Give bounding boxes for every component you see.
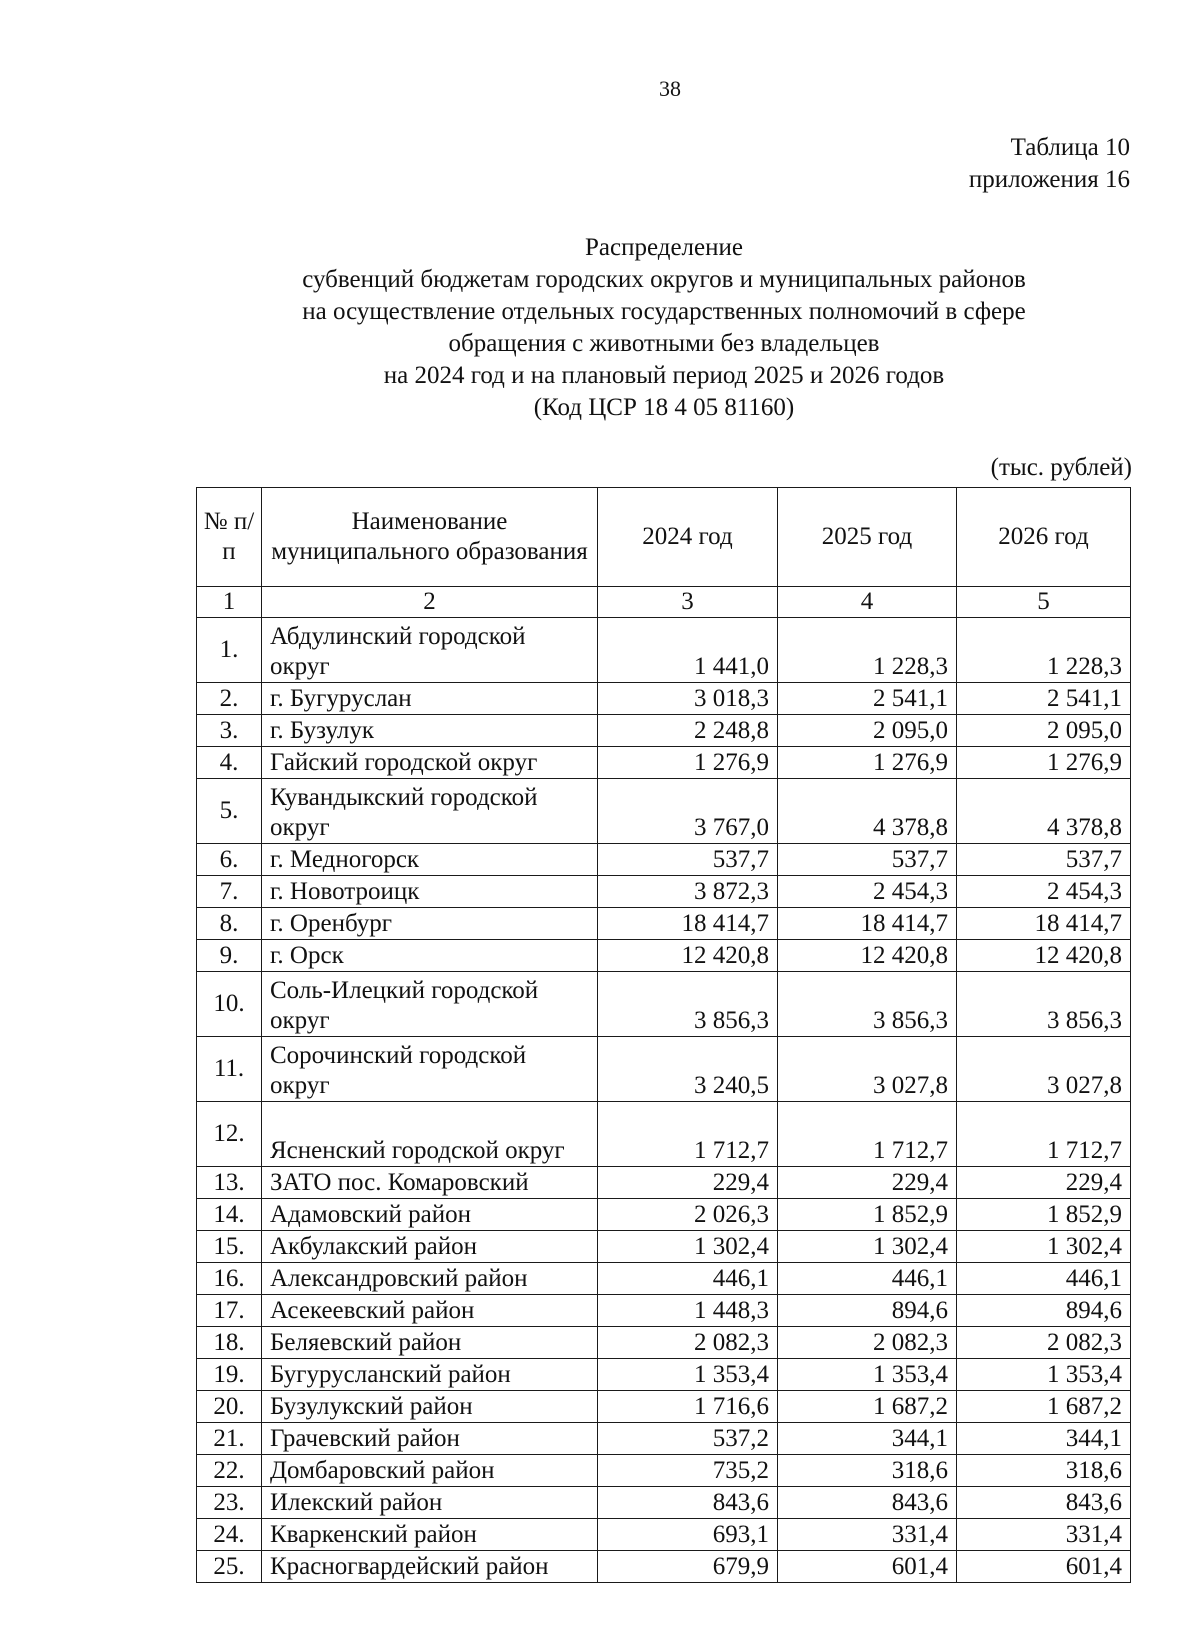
table-row: [197, 1455, 1131, 1487]
value-2024: 537,2: [598, 1423, 778, 1455]
value-2026: 2 095,0: [957, 715, 1131, 747]
value-2026: 2 541,1: [957, 683, 1131, 715]
value-2024: 1 448,3: [598, 1295, 778, 1327]
column-number: 1: [197, 587, 262, 618]
row-number: 5.: [197, 779, 262, 844]
table-row: [197, 908, 1131, 940]
row-number: 22.: [197, 1455, 262, 1487]
value-2024: 1 441,0: [598, 618, 778, 683]
value-2026: 601,4: [957, 1551, 1131, 1583]
row-number: 7.: [197, 876, 262, 908]
table-row: [197, 876, 1131, 908]
row-number: 20.: [197, 1391, 262, 1423]
value-2025: 18 414,7: [778, 908, 957, 940]
value-2024: 1 276,9: [598, 747, 778, 779]
municipality-name: Бузулукский район: [262, 1391, 598, 1423]
municipality-name: Абдулинский городской округ: [262, 618, 598, 683]
value-2024: 3 872,3: [598, 876, 778, 908]
value-2024: 12 420,8: [598, 940, 778, 972]
row-number: 19.: [197, 1359, 262, 1391]
table-row: [197, 1327, 1131, 1359]
municipality-name: г. Новотроицк: [262, 876, 598, 908]
value-2024: 735,2: [598, 1455, 778, 1487]
appendix-label: приложения 16: [968, 166, 1130, 193]
municipality-name: г. Бугуруслан: [262, 683, 598, 715]
municipality-name: Соль-Илецкий городской округ: [262, 972, 598, 1037]
municipality-name: Ясненский городской округ: [262, 1102, 598, 1167]
value-2024: 18 414,7: [598, 908, 778, 940]
municipality-name: Илекский район: [262, 1487, 598, 1519]
municipality-name: Грачевский район: [262, 1423, 598, 1455]
value-2025: 894,6: [778, 1295, 957, 1327]
table-row: [197, 1359, 1131, 1391]
row-number: 23.: [197, 1487, 262, 1519]
row-number: 8.: [197, 908, 262, 940]
municipality-name: Александровский район: [262, 1263, 598, 1295]
title-line: субвенций бюджетам городских округов и муниципальных районов: [302, 266, 1026, 293]
value-2024: 446,1: [598, 1263, 778, 1295]
table-label: Таблица 10: [1010, 134, 1130, 161]
document-title: [196, 232, 1132, 424]
value-2026: 894,6: [957, 1295, 1131, 1327]
value-2024: 3 767,0: [598, 779, 778, 844]
value-2024: 3 018,3: [598, 683, 778, 715]
row-number: 1.: [197, 618, 262, 683]
value-2025: 1 276,9: [778, 747, 957, 779]
value-2026: 446,1: [957, 1263, 1131, 1295]
value-2026: 4 378,8: [957, 779, 1131, 844]
value-2025: 843,6: [778, 1487, 957, 1519]
row-number: 15.: [197, 1231, 262, 1263]
value-2026: 331,4: [957, 1519, 1131, 1551]
title-line: Распределение: [585, 234, 743, 261]
row-number: 18.: [197, 1327, 262, 1359]
municipality-name: Акбулакский район: [262, 1231, 598, 1263]
value-2024: 3 856,3: [598, 972, 778, 1037]
table-row: [197, 1102, 1131, 1167]
table-row: [197, 972, 1131, 1037]
value-2026: 18 414,7: [957, 908, 1131, 940]
title-line: обращения с животными без владельцев: [448, 330, 880, 357]
table-row: [197, 1037, 1131, 1102]
value-2025: 2 454,3: [778, 876, 957, 908]
municipality-name: Адамовский район: [262, 1199, 598, 1231]
municipality-name: Асекеевский район: [262, 1295, 598, 1327]
value-2026: 2 082,3: [957, 1327, 1131, 1359]
value-2024: 2 248,8: [598, 715, 778, 747]
table-row: [197, 1423, 1131, 1455]
table-row: [197, 747, 1131, 779]
value-2025: 331,4: [778, 1519, 957, 1551]
table-row: [197, 1199, 1131, 1231]
value-2025: 601,4: [778, 1551, 957, 1583]
row-number: 21.: [197, 1423, 262, 1455]
value-2026: 12 420,8: [957, 940, 1131, 972]
value-2026: 1 852,9: [957, 1199, 1131, 1231]
row-number: 12.: [197, 1102, 262, 1167]
row-number: 24.: [197, 1519, 262, 1551]
value-2026: 1 712,7: [957, 1102, 1131, 1167]
value-2026: 344,1: [957, 1423, 1131, 1455]
value-2024: 2 026,3: [598, 1199, 778, 1231]
title-line: на 2024 год и на плановый период 2025 и 2026 годов: [383, 362, 945, 389]
value-2025: 12 420,8: [778, 940, 957, 972]
table-row: [197, 1487, 1131, 1519]
value-2024: 679,9: [598, 1551, 778, 1583]
value-2026: 229,4: [957, 1167, 1131, 1199]
municipality-name: г. Бузулук: [262, 715, 598, 747]
table-row: [197, 1391, 1131, 1423]
value-2025: 3 856,3: [778, 972, 957, 1037]
value-2025: 344,1: [778, 1423, 957, 1455]
value-2024: 537,7: [598, 844, 778, 876]
table-row: [197, 1167, 1131, 1199]
value-2025: 4 378,8: [778, 779, 957, 844]
value-2025: 229,4: [778, 1167, 957, 1199]
table-row: [197, 618, 1131, 683]
units-label: (тыс. рублей): [990, 454, 1132, 481]
value-2026: 1 687,2: [957, 1391, 1131, 1423]
page-number: 38: [659, 76, 681, 101]
value-2024: 1 716,6: [598, 1391, 778, 1423]
value-2025: 537,7: [778, 844, 957, 876]
value-2025: 1 228,3: [778, 618, 957, 683]
value-2026: 1 228,3: [957, 618, 1131, 683]
value-2025: 2 541,1: [778, 683, 957, 715]
row-number: 13.: [197, 1167, 262, 1199]
value-2025: 2 095,0: [778, 715, 957, 747]
table-row: [197, 1519, 1131, 1551]
value-2025: 3 027,8: [778, 1037, 957, 1102]
value-2024: 229,4: [598, 1167, 778, 1199]
value-2025: 1 353,4: [778, 1359, 957, 1391]
title-line: (Код ЦСР 18 4 05 81160): [533, 394, 795, 421]
row-number: 6.: [197, 844, 262, 876]
row-number: 25.: [197, 1551, 262, 1583]
value-2025: 446,1: [778, 1263, 957, 1295]
municipality-name: Кваркенский район: [262, 1519, 598, 1551]
value-2026: 537,7: [957, 844, 1131, 876]
value-2024: 843,6: [598, 1487, 778, 1519]
value-2026: 1 353,4: [957, 1359, 1131, 1391]
title-line: на осуществление отдельных государственных полномочий в сфере: [302, 298, 1026, 325]
table-row: [197, 1295, 1131, 1327]
value-2026: 2 454,3: [957, 876, 1131, 908]
header-name: Наименование муниципального образования: [262, 488, 598, 587]
value-2024: 3 240,5: [598, 1037, 778, 1102]
row-number: 17.: [197, 1295, 262, 1327]
subsidy-table: [196, 487, 1131, 1583]
municipality-name: г. Оренбург: [262, 908, 598, 940]
column-number: 4: [778, 587, 957, 618]
municipality-name: г. Орск: [262, 940, 598, 972]
value-2024: 693,1: [598, 1519, 778, 1551]
municipality-name: Красногвардейский район: [262, 1551, 598, 1583]
column-number: 5: [957, 587, 1131, 618]
row-number: 3.: [197, 715, 262, 747]
column-number: 3: [598, 587, 778, 618]
value-2026: 318,6: [957, 1455, 1131, 1487]
municipality-name: Сорочинский городской округ: [262, 1037, 598, 1102]
column-number-row: [197, 587, 1131, 618]
value-2024: 1 302,4: [598, 1231, 778, 1263]
table-row: [197, 779, 1131, 844]
header-2025: 2025 год: [778, 488, 957, 587]
row-number: 4.: [197, 747, 262, 779]
column-number: 2: [262, 587, 598, 618]
header-2026: 2026 год: [957, 488, 1131, 587]
municipality-name: г. Медногорск: [262, 844, 598, 876]
municipality-name: Гайский городской округ: [262, 747, 598, 779]
table-row: [197, 683, 1131, 715]
row-number: 10.: [197, 972, 262, 1037]
municipality-name: Домбаровский район: [262, 1455, 598, 1487]
municipality-name: Бугурусланский район: [262, 1359, 598, 1391]
value-2025: 1 712,7: [778, 1102, 957, 1167]
value-2024: 2 082,3: [598, 1327, 778, 1359]
table-row: [197, 1263, 1131, 1295]
municipality-name: Беляевский район: [262, 1327, 598, 1359]
value-2024: 1 353,4: [598, 1359, 778, 1391]
value-2026: 3 027,8: [957, 1037, 1131, 1102]
header-2024: 2024 год: [598, 488, 778, 587]
municipality-name: ЗАТО пос. Комаровский: [262, 1167, 598, 1199]
table-row: [197, 940, 1131, 972]
table-row: [197, 715, 1131, 747]
value-2026: 1 302,4: [957, 1231, 1131, 1263]
value-2026: 3 856,3: [957, 972, 1131, 1037]
value-2026: 843,6: [957, 1487, 1131, 1519]
value-2025: 1 302,4: [778, 1231, 957, 1263]
row-number: 9.: [197, 940, 262, 972]
table-row: [197, 1551, 1131, 1583]
value-2024: 1 712,7: [598, 1102, 778, 1167]
row-number: 2.: [197, 683, 262, 715]
value-2025: 318,6: [778, 1455, 957, 1487]
table-row: [197, 1231, 1131, 1263]
table-row: [197, 844, 1131, 876]
row-number: 16.: [197, 1263, 262, 1295]
table-header-row: [197, 488, 1131, 587]
value-2025: 1 687,2: [778, 1391, 957, 1423]
row-number: 14.: [197, 1199, 262, 1231]
header-num: № п/п: [197, 488, 262, 587]
value-2026: 1 276,9: [957, 747, 1131, 779]
value-2025: 1 852,9: [778, 1199, 957, 1231]
value-2025: 2 082,3: [778, 1327, 957, 1359]
municipality-name: Кувандыкский городской округ: [262, 779, 598, 844]
row-number: 11.: [197, 1037, 262, 1102]
